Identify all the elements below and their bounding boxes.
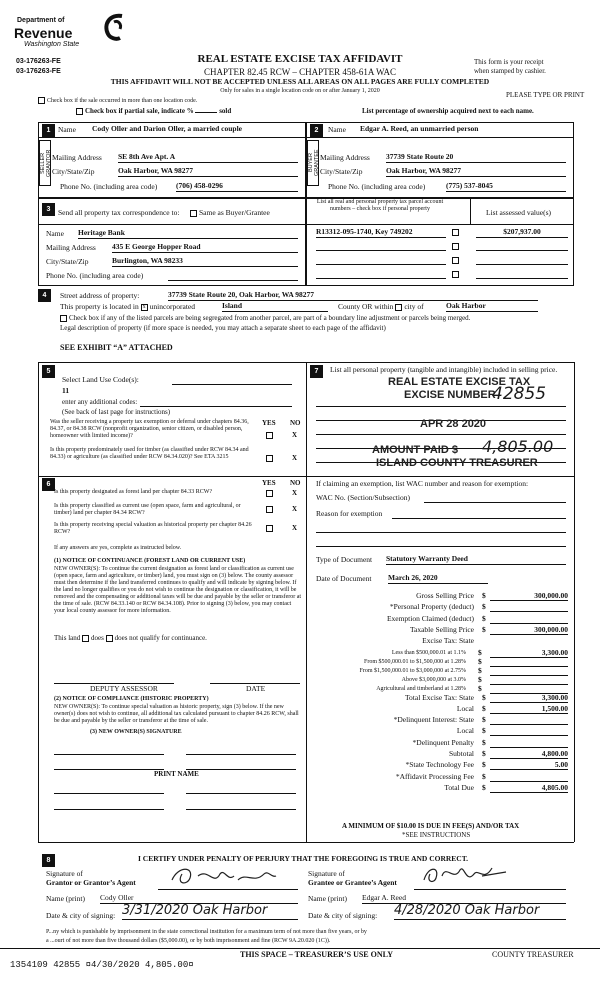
reason-label: Reason for exemption — [316, 509, 383, 518]
parcel-2-personal-checkbox[interactable] — [452, 243, 459, 250]
tax-row-label: Total Due — [444, 782, 474, 792]
buyer-mailing[interactable]: 37739 State Route 20 — [386, 153, 566, 163]
section-2-badge: 2 — [310, 124, 323, 137]
reason-input[interactable] — [392, 509, 566, 519]
land-use-label: Select Land Use Code(s): — [62, 375, 139, 384]
segregated-label: Check box if any of the listed parcels are being segregated from another parcel, are part of a boundary line adjustment or parcels being merged. — [69, 314, 471, 322]
form-number-2: 03-176263-FE — [16, 68, 61, 75]
tax-row-dollar: $ — [482, 782, 486, 792]
city-of-label: city of — [404, 302, 424, 311]
assessed-value-header: List assessed value(s) — [486, 208, 551, 217]
located-in-row — [60, 303, 195, 312]
forest-no-header: NO — [290, 479, 301, 487]
dor-swoosh-icon — [100, 12, 126, 42]
county-or-within-label: County OR within — [338, 302, 394, 311]
deputy-assessor-date[interactable] — [210, 674, 300, 684]
segregated-checkbox[interactable] — [60, 315, 67, 322]
tax-row-dollar: $ — [482, 749, 486, 758]
deputy-date-label: DATE — [246, 684, 266, 693]
see-exhibit: SEE EXHIBIT “A” ATTACHED — [60, 343, 173, 352]
sold-label: sold — [219, 107, 232, 115]
stamp-date: APR 28 2020 — [420, 418, 487, 430]
tax-row-value[interactable] — [490, 773, 568, 782]
corr-city-label: City/State/Zip — [46, 257, 89, 266]
forest-q2-no[interactable]: X — [292, 505, 298, 513]
tax-row-value[interactable]: 4,800.00 — [490, 750, 568, 759]
forest-q1-no[interactable]: X — [292, 489, 298, 497]
notice2-title: (2) NOTICE OF COMPLIANCE (HISTORIC PROPERTY) — [54, 696, 209, 702]
land-use-q1-yes[interactable] — [266, 432, 273, 439]
land-does-checkbox[interactable] — [82, 635, 89, 642]
tax-row-value[interactable] — [490, 603, 568, 612]
property-street[interactable]: 37739 State Route 20, Oak Harbor, WA 98277 — [168, 291, 538, 301]
parcel-number-4[interactable] — [316, 269, 446, 279]
grantee-sig-label-2: Grantee or Grantee’s Agent — [308, 878, 397, 887]
land-does-not-checkbox[interactable] — [106, 635, 113, 642]
parcel-number-2[interactable] — [316, 241, 446, 251]
unincorporated-label: unincorporated — [149, 302, 196, 311]
tax-row-label: Exemption Claimed (deduct) — [386, 613, 474, 623]
stamp-amount-label: AMOUNT PAID $ — [372, 444, 458, 456]
new-owner-signature-4[interactable] — [186, 784, 296, 794]
corr-name[interactable]: Heritage Bank — [78, 229, 298, 239]
grantor-name-label: Name (print) — [46, 894, 85, 903]
partial-sale-row[interactable] — [76, 107, 231, 115]
section-1-badge: 1 — [42, 124, 55, 137]
additional-codes-label: enter any additional codes: — [62, 398, 138, 406]
perjury-line-2: a ...ourt of not more than five thousand dollars ($5,000.00), or by both imprisonment and fine (RCW 9A.20.020 (1C)). — [46, 938, 331, 944]
street-label: Street address of property: — [60, 291, 140, 300]
tax-row-dollar: $ — [482, 703, 486, 713]
multi-location-label: Check box if the sale occurred in more than one location code. — [47, 97, 198, 104]
forest-q2: Is this property classified as current use (open space, farm and agricultural, or timber) land per chapter 84.34 RCW? — [54, 503, 241, 517]
legal-desc-label: Legal description of property (if more space is needed, you may attach a separate sheet to each page of the affidavit) — [60, 324, 386, 332]
tax-row-label: Local — [456, 703, 474, 713]
land-use-yes-header: YES — [262, 419, 276, 427]
tax-row-label: From $1,500,000.01 to $3,000,000 at 2.75% — [359, 667, 466, 674]
buyer-mailing-label: Mailing Address — [320, 153, 370, 162]
notice3-title: (3) NEW OWNER(S) SIGNATURE — [90, 729, 182, 735]
new-owner-signature-2[interactable] — [186, 745, 296, 755]
reason-input-2[interactable] — [316, 523, 566, 533]
parcel-value-3[interactable] — [476, 255, 568, 265]
tax-row-label: *Affidavit Processing Fee — [395, 771, 474, 781]
ownership-note: List percentage of ownership acquired next to each name. — [362, 107, 534, 115]
tax-row-label: Taxable Selling Price — [409, 624, 474, 634]
deputy-assessor-signature[interactable] — [54, 674, 174, 684]
corr-city[interactable]: Burlington, WA 98233 — [112, 257, 298, 267]
this-land-row — [54, 634, 207, 642]
forest-q3-yes[interactable] — [266, 525, 273, 532]
multi-location-checkbox[interactable] — [38, 97, 45, 104]
forest-q2-yes[interactable] — [266, 506, 273, 513]
doc-date-label: Date of Document — [316, 574, 372, 583]
correspondence-label: Send all property tax correspondence to: — [58, 208, 180, 217]
corr-phone-label: Phone No. (including area code) — [46, 271, 144, 280]
land-does-not-label: does not qualify for continuance. — [114, 634, 207, 642]
tax-row-dollar: $ — [478, 665, 482, 675]
grantee-date-city-label: Date & city of signing: — [308, 911, 378, 920]
same-as-buyer-label: Same as Buyer/Grantee — [199, 208, 270, 217]
seller-name[interactable]: Cody Oller and Darion Oller, a married couple — [92, 124, 242, 133]
tax-row-label: *State Technology Fee — [405, 760, 474, 770]
section-4-badge: 4 — [38, 289, 51, 302]
new-owner-print-4[interactable] — [186, 800, 296, 810]
notice1-title: (1) NOTICE OF CONTINUANCE (FOREST LAND OR CURRENT USE) — [54, 558, 246, 564]
seller-phone-label: Phone No. (including area code) — [60, 182, 158, 191]
notice1-body: NEW OWNER(S): To continue the current designation as forest land or classification as current use (open space, farm and agriculture, or timber) land, you must sign on (3) below. The county assessor must then determine if the land transferred continues to qualify and will indicate by signing below. If the land no longer qualifies or you do not wish to continue the designation or classification, it will be removed and the compensating or additional taxes will be due and payable by the seller or transferor at the time of sale. (RCW 84.33.140 or RCW 84.34.108). Prior to signing (3) below, you may contact your local county assessor for more information. — [54, 566, 302, 615]
tax-row-label: Agricultural and timberland at 1.28% — [376, 685, 466, 692]
tax-row-label: *Personal Property (deduct) — [389, 602, 474, 612]
buyer-side-label: BUYER GRANTEE — [307, 140, 319, 186]
logo-dept-line1: Department of — [17, 17, 65, 24]
tax-row-value[interactable]: 5.00 — [490, 761, 568, 770]
tax-row-label: Total Excise Tax: State — [404, 692, 474, 702]
seller-city-label: City/State/Zip — [52, 167, 95, 176]
tax-row-dollar: $ — [482, 737, 486, 747]
grantee-date-city[interactable]: 4/28/2020 Oak Harbor — [394, 904, 566, 920]
parcels-header: List all real and personal property tax parcel account numbers – check box if personal property — [316, 199, 444, 213]
minimum-note: A MINIMUM OF $10.00 IS DUE IN FEE(S) AND/OR TAX — [342, 822, 520, 830]
tax-row-dollar: $ — [482, 692, 486, 702]
forest-if-yes: If any answers are yes, complete as instructed below. — [54, 545, 182, 551]
tax-row-value[interactable] — [490, 716, 568, 725]
perjury-line-1: P...ny which is punishable by imprisonment in the state correctional institution for a maximum term of not more than five years, or by — [46, 929, 367, 935]
grantor-name[interactable]: Cody Oller — [100, 894, 298, 904]
see-back-note: (See back of last page for instructions) — [62, 408, 171, 416]
tax-row-dollar: $ — [478, 683, 482, 693]
county-or-within-row — [338, 303, 424, 312]
seller-side-label: SELLER GRANTOR — [39, 140, 51, 186]
partial-sale-label: Check box if partial sale, indicate % — [85, 107, 194, 115]
section-6-badge: 6 — [42, 478, 55, 491]
forest-q1: Is this property designated as forest land per chapter 84.33 RCW? — [54, 489, 213, 495]
land-use-code[interactable]: 11 — [62, 386, 70, 395]
tax-row-dollar: $ — [482, 624, 486, 634]
seller-mailing[interactable]: SE 8th Ave Apt. A — [118, 153, 298, 163]
parcel-1-personal-checkbox[interactable] — [452, 229, 459, 236]
logo-dept-line3: Washington State — [24, 41, 80, 48]
reason-input-3[interactable] — [316, 537, 566, 547]
county-treasurer-label: COUNTY TREASURER — [492, 950, 574, 959]
tax-row-value[interactable] — [490, 676, 568, 685]
tax-row-value[interactable] — [490, 727, 568, 736]
buyer-name[interactable]: Edgar A. Reed, an unmarried person — [360, 124, 479, 133]
seller-mailing-label: Mailing Address — [52, 153, 102, 162]
located-in-label: This property is located in — [60, 302, 139, 311]
land-use-q2: Is this property predominately used for timber (as classified under RCW 84.34 and 84.33) or agriculture (as classified under RCW 84.34.020)? See ETA 3215 — [50, 447, 249, 461]
stamp-line2: EXCISE NUMBER — [404, 389, 496, 401]
form-title: REAL ESTATE EXCISE TAX AFFIDAVIT — [197, 53, 403, 65]
parcel-3-personal-checkbox[interactable] — [452, 257, 459, 264]
land-use-no-header: NO — [290, 419, 301, 427]
doc-type[interactable]: Statutory Warranty Deed — [386, 555, 566, 565]
stamp-amount: 4,805.00 — [482, 437, 554, 456]
form-subtitle: CHAPTER 82.45 RCW – CHAPTER 458-61A WAC — [204, 67, 396, 77]
deputy-assessor-label: DEPUTY ASSESSOR — [90, 684, 158, 693]
tax-row-value[interactable]: 300,000.00 — [490, 592, 568, 601]
land-use-q1-no[interactable]: X — [292, 431, 298, 439]
partial-sale-checkbox[interactable] — [76, 108, 83, 115]
tax-row-label: From $500,000.01 to $1,500,000 at 1.28% — [364, 658, 466, 665]
buyer-phone[interactable]: (775) 537-8045 — [446, 182, 566, 192]
section-8-badge: 8 — [42, 854, 55, 867]
buyer-name-label: Name — [328, 125, 346, 134]
buyer-city[interactable]: Oak Harbor, WA 98277 — [386, 167, 566, 177]
corr-mailing-label: Mailing Address — [46, 243, 96, 252]
buyer-phone-label: Phone No. (including area code) — [328, 182, 426, 191]
single-location-note: Only for sales in a single location code on or after January 1, 2020 — [220, 88, 380, 94]
parcel-number-1[interactable]: R13312-095-1740, Key 749202 — [316, 228, 446, 238]
grantor-sig-label-1: Signature of — [46, 869, 83, 878]
tax-row-value[interactable]: 3,300.00 — [490, 649, 568, 658]
section-7-badge: 7 — [310, 365, 323, 378]
new-owner-print-2[interactable] — [186, 760, 296, 770]
this-land-label: This land — [54, 634, 81, 642]
section-3-badge: 3 — [42, 203, 55, 216]
tax-row-value[interactable]: 3,300.00 — [490, 694, 568, 703]
wac-no-label: WAC No. (Section/Subsection) — [316, 493, 410, 502]
forest-q3: Is this property receiving special valuation as historical property per chapter 84.26 RCW? — [54, 522, 252, 536]
section-5-badge: 5 — [42, 365, 55, 378]
new-owner-print-3[interactable] — [54, 800, 164, 810]
parcel-4-personal-checkbox[interactable] — [452, 271, 459, 278]
tax-row-dollar: $ — [482, 771, 486, 781]
grantor-sig-label-2: Grantor or Grantor’s Agent — [46, 878, 136, 887]
doc-type-label: Type of Document — [316, 555, 373, 564]
new-owner-signature-3[interactable] — [54, 784, 164, 794]
form-number-1: 03-176263-FE — [16, 58, 61, 65]
notice2-body: NEW OWNER(S): To continue special valuation as historic property, sign (3) below. If the new owner(s) does not wish to continue, all additional tax calculated pursuant to chapter 84.26 RCW, shall be due and payable by the seller or transferor at the time of sale. — [54, 704, 299, 725]
land-use-q2-no[interactable]: X — [292, 454, 298, 462]
tax-row-value[interactable]: 300,000.00 — [490, 626, 568, 635]
seller-name-label: Name — [58, 125, 76, 134]
form-warning: THIS AFFIDAVIT WILL NOT BE ACCEPTED UNLESS ALL AREAS ON ALL PAGES ARE FULLY COMPLETED — [110, 77, 490, 86]
seller-phone[interactable]: (706) 458-0296 — [176, 182, 298, 192]
corr-phone[interactable] — [168, 271, 298, 281]
receipt-line: 1354109 42855 ¤4/30/2020 4,805.00¤ — [10, 960, 194, 970]
type-or-print: PLEASE TYPE OR PRINT — [506, 91, 585, 99]
wac-claim-label: If claiming an exemption, list WAC number and reason for exemption: — [316, 479, 529, 488]
tax-row-dollar: $ — [482, 726, 486, 736]
tax-row-value[interactable] — [490, 615, 568, 624]
tax-row-label: Local — [456, 726, 474, 736]
parcel-number-3[interactable] — [316, 255, 446, 265]
tax-row-label: Gross Selling Price — [416, 591, 474, 600]
stamp-line1: REAL ESTATE EXCISE TAX — [388, 376, 531, 388]
tax-row-label: *Delinquent Interest: State — [393, 715, 474, 725]
doc-date[interactable]: March 26, 2020 — [388, 574, 488, 584]
land-use-q2-yes[interactable] — [266, 455, 273, 462]
treasurer-use-label: THIS SPACE – TREASURER’S USE ONLY — [240, 950, 394, 959]
multi-location-checkbox-row[interactable] — [38, 97, 197, 105]
tax-row-dollar: $ — [478, 656, 482, 666]
segregated-row[interactable] — [60, 314, 470, 322]
unincorporated-checkbox[interactable]: x — [142, 303, 146, 310]
partial-sale-percent[interactable] — [195, 112, 217, 113]
tax-row-dollar: $ — [478, 647, 482, 657]
logo-dept-line2: Revenue — [14, 25, 73, 41]
print-name-label: PRINT NAME — [154, 770, 199, 778]
city-of-checkbox[interactable] — [395, 304, 402, 311]
tax-row-dollar: $ — [482, 715, 486, 725]
corr-mailing[interactable]: 435 E George Hopper Road — [112, 243, 298, 253]
grantor-date-city-label: Date & city of signing: — [46, 911, 116, 920]
tax-row-dollar: $ — [482, 591, 486, 600]
personal-property-label: List all personal property (tangible and intangible) included in selling price. — [330, 365, 558, 374]
see-instructions: *SEE INSTRUCTIONS — [402, 831, 471, 839]
new-owner-print-1[interactable] — [54, 760, 164, 770]
parcel-value-4[interactable] — [476, 269, 568, 279]
tax-row-dollar: $ — [482, 613, 486, 623]
certify-statement: I CERTIFY UNDER PENALTY OF PERJURY THAT THE FOREGOING IS TRUE AND CORRECT. — [138, 854, 469, 863]
tax-row-value[interactable]: 4,805.00 — [490, 784, 568, 793]
grantee-sig-label-1: Signature of — [308, 869, 345, 878]
stamp-county: ISLAND COUNTY TREASURER — [376, 457, 538, 469]
additional-codes-input[interactable] — [140, 397, 292, 407]
land-does-label: does — [91, 634, 104, 642]
forest-yes-header: YES — [262, 479, 276, 487]
same-as-buyer-checkbox[interactable] — [190, 210, 197, 217]
receipt-note-1: This form is your receipt — [474, 58, 544, 66]
parcel-value-1[interactable]: $207,937.00 — [476, 228, 568, 238]
land-use-line[interactable] — [172, 375, 292, 385]
tax-row-value[interactable] — [490, 667, 568, 676]
tax-row-label: Subtotal — [448, 749, 474, 758]
tax-row-dollar: $ — [482, 602, 486, 612]
tax-row-value[interactable]: 1,500.00 — [490, 705, 568, 714]
grantor-signature — [168, 862, 278, 890]
receipt-note-2: when stamped by cashier. — [474, 67, 546, 75]
tax-row-value[interactable] — [490, 658, 568, 667]
grantor-date-city[interactable]: 3/31/2020 Oak Harbor — [122, 904, 298, 920]
parcel-value-2[interactable] — [476, 241, 568, 251]
forest-q3-no[interactable]: X — [292, 524, 298, 532]
forest-q1-yes[interactable] — [266, 490, 273, 497]
wac-no-input[interactable] — [424, 493, 566, 503]
tax-row-label: Excise Tax: State — [422, 636, 474, 646]
city-value[interactable]: Oak Harbor — [446, 302, 538, 312]
buyer-city-label: City/State/Zip — [320, 167, 363, 176]
stamp-excise-number: 42855 — [492, 384, 547, 404]
tax-row-label: Above $3,000,000 at 3.0% — [401, 676, 466, 683]
tax-row-value[interactable] — [490, 739, 568, 748]
tax-row-dollar: $ — [482, 760, 486, 770]
seller-city[interactable]: Oak Harbor, WA 98277 — [118, 167, 298, 177]
grantee-signature — [420, 860, 510, 890]
land-use-q1: Was the seller receiving a property tax exemption or deferral under chapters 84.36, 84.37, or 84.38 RCW (nonprofit organization, senior citizen, or disabled person, homeowner with limited income)? — [50, 419, 249, 440]
tax-row-label: *Delinquent Penalty — [412, 737, 474, 747]
grantee-name-label: Name (print) — [308, 894, 347, 903]
county-value[interactable]: Island — [222, 302, 328, 312]
same-as-buyer-row[interactable] — [190, 209, 270, 218]
corr-name-label: Name — [46, 229, 64, 238]
new-owner-signature-1[interactable] — [54, 745, 164, 755]
tax-row-dollar: $ — [478, 674, 482, 684]
tax-row-label: Less than $500,000.01 at 1.1% — [391, 649, 466, 656]
grantee-name[interactable]: Edgar A. Reed — [362, 894, 566, 904]
